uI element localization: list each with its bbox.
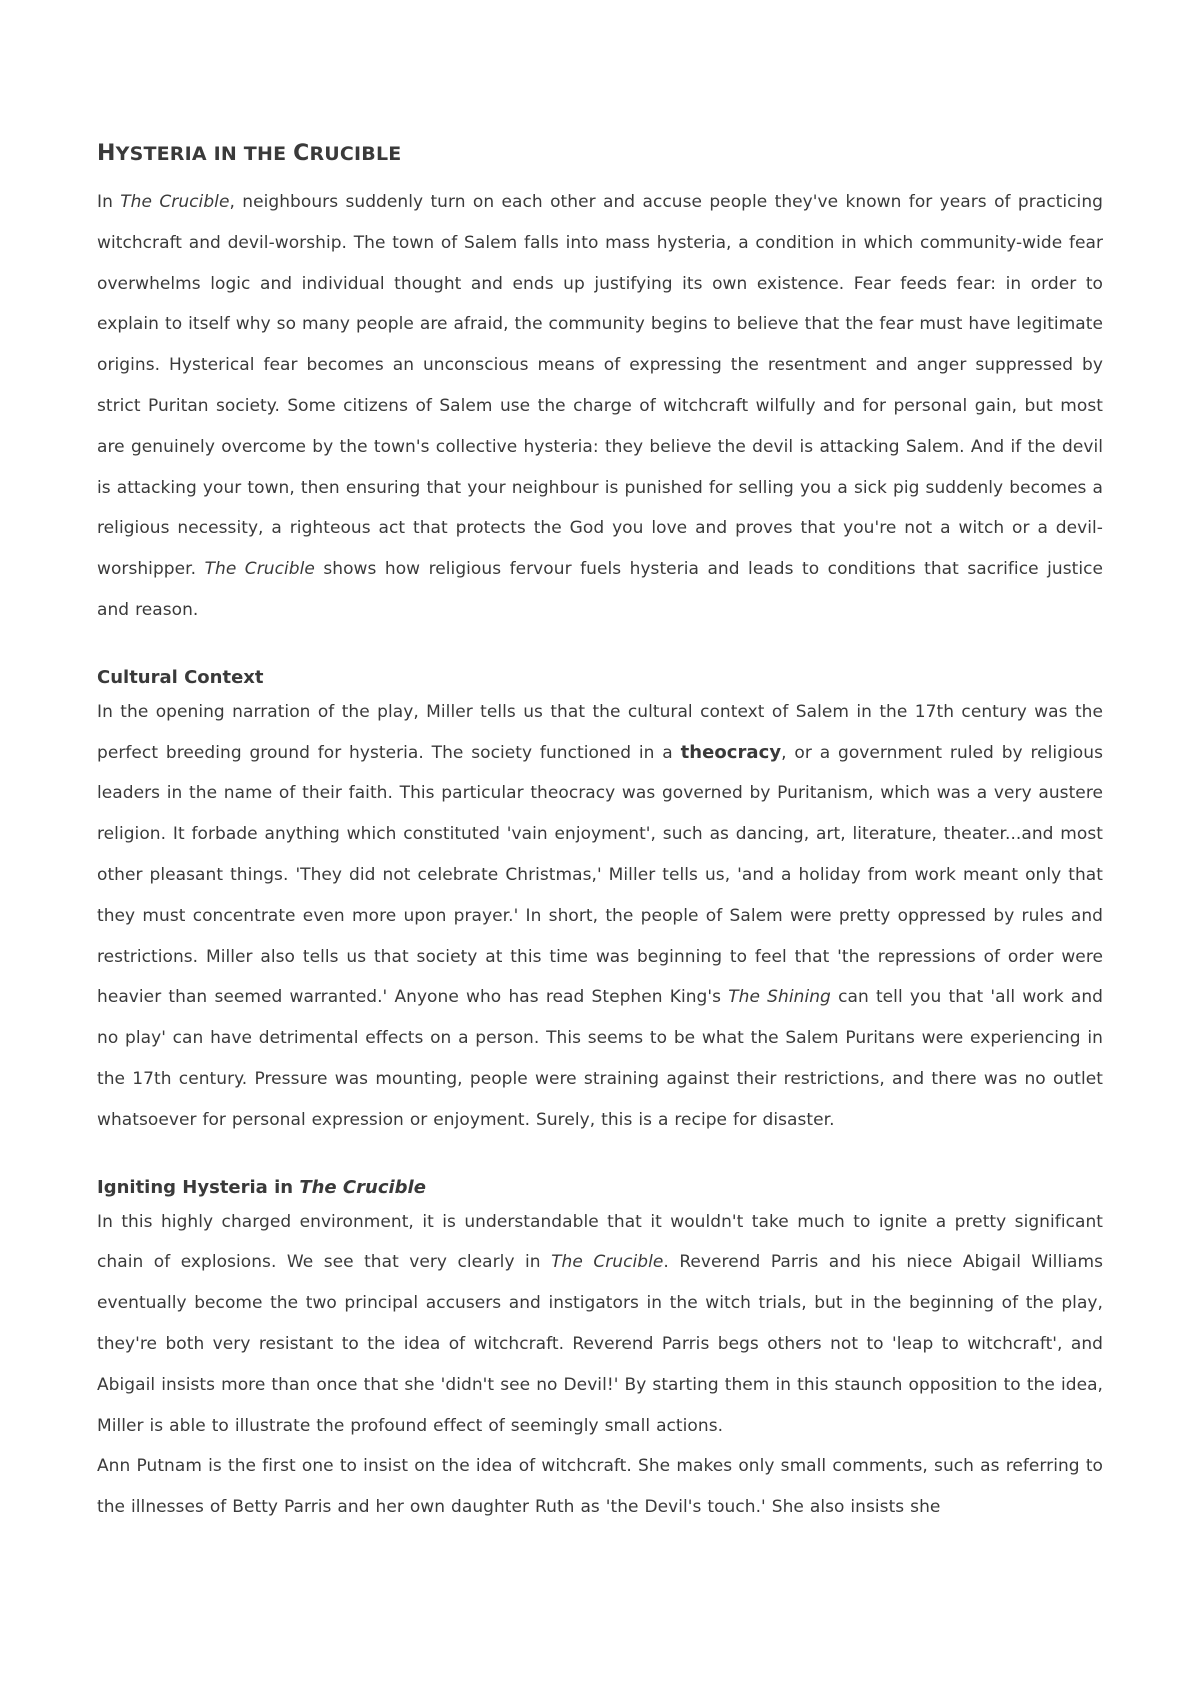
igniting-paragraph-2: Ann Putnam is the first one to insist on the idea of witchcraft. She makes only small comments, such as referring to the illnesses of Betty Parris and her own daughter Ruth as 'the Devil's touch.' She also insists she bbox=[97, 1456, 1103, 1518]
cultural-context-paragraph bbox=[97, 692, 1103, 1141]
title-initial-1: H bbox=[97, 141, 116, 166]
title-initial-2: C bbox=[293, 141, 310, 166]
intro-work-title-2: The Crucible bbox=[204, 559, 315, 580]
intro-text-3: shows how religious fervour fuels hysteria and leads to conditions that sacrifice justice and reason. bbox=[97, 559, 1103, 620]
cc-work-title: The Shining bbox=[728, 987, 831, 1008]
igniting-heading-work-title: The Crucible bbox=[299, 1176, 426, 1198]
intro-paragraph bbox=[97, 182, 1103, 631]
cc-text-1: In the opening narration of the play, Miller tells us that the cultural context of Salem in the 17th century was the perfect breeding ground for hysteria. The society functioned in a bbox=[97, 701, 1103, 763]
document-title bbox=[97, 140, 1103, 168]
title-text-1: YSTERIA IN THE bbox=[115, 143, 294, 165]
igniting-heading-text: Igniting Hysteria in bbox=[97, 1176, 300, 1198]
ig-text-1: In this highly charged environment, it is understandable that it wouldn't take much to ignite a pretty significant chain of explosions. We see that very clearly in bbox=[97, 1211, 1103, 1273]
intro-text-1: In bbox=[97, 192, 121, 212]
intro-text-2: , neighbours suddenly turn on each other and accuse people they've known for years of practicing witchcraft and devil-worship. The town of Salem falls into mass hysteria, a condition in which community-wide fear overwhelms logic and individual thought and ends up justifying its own existence. Fear feeds fear: in order to explain to itself why so many people are afraid, the community begins to believe that the fear must have legitimate origins. Hysterical fear becomes an unconscious means of expressing the resentment and anger suppressed by strict Puritan society. Some citizens of Salem use the charge of witchcraft wilfully and for personal gain, but most are genuinely overcome by the town's collective hysteria: they believe the devil is attacking Salem. And if the devil is attacking your town, then ensuring that your neighbour is punished for selling you a sick pig suddenly becomes a religious necessity, a righteous act that protects the God you love and proves that you're not a witch or a devil-worshipper. bbox=[97, 192, 1103, 580]
cc-text-2: , or a government ruled by religious leaders in the name of their faith. This particular theocracy was governed by Puritanism, which was a very austere religion. It forbade anything which constituted 'vain enjoyment', such as dancing, art, literature, theater...and most other pleasant things. 'They did not celebrate Christmas,' Miller tells us, 'and a holiday from work meant only that they must concentrate even more upon prayer.' In short, the people of Salem were pretty oppressed by rules and restrictions. Miller also tells us that society at this time was beginning to feel that 'the repressions of order were heavier than seemed warranted.' Anyone who has read Stephen King's bbox=[97, 742, 1103, 1008]
igniting-hysteria-heading bbox=[97, 1174, 1103, 1202]
document-page bbox=[97, 140, 1103, 1528]
intro-work-title-1: The Crucible bbox=[120, 192, 230, 212]
ig-text-2: . Reverend Parris and his niece Abigail Williams eventually become the two principal accusers and instigators in the witch trials, but in the beginning of the play, they're both very resistant to the idea of witchcraft. Reverend Parris begs others not to 'leap to witchcraft', and Abigail insists more than once that she 'didn't see no Devil!' By starting them in this staunch opposition to the idea, Miller is able to illustrate the profound effect of seemingly small actions. bbox=[97, 1252, 1103, 1436]
igniting-paragraph-1 bbox=[97, 1202, 1103, 1447]
ig-work-title: The Crucible bbox=[551, 1252, 664, 1273]
cc-text-3: can tell you that 'all work and no play' can have detrimental effects on a person. This seems to be what the Salem Puritans were experiencing in the 17th century. Pressure was mounting, people were straining against their restrictions, and there was no outlet whatsoever for personal expression or enjoyment. Surely, this is a recipe for disaster. bbox=[97, 987, 1103, 1130]
cc-keyword-theocracy: theocracy bbox=[680, 741, 782, 763]
cultural-context-heading: Cultural Context bbox=[97, 666, 264, 688]
title-text-2: RUCIBLE bbox=[309, 143, 402, 165]
